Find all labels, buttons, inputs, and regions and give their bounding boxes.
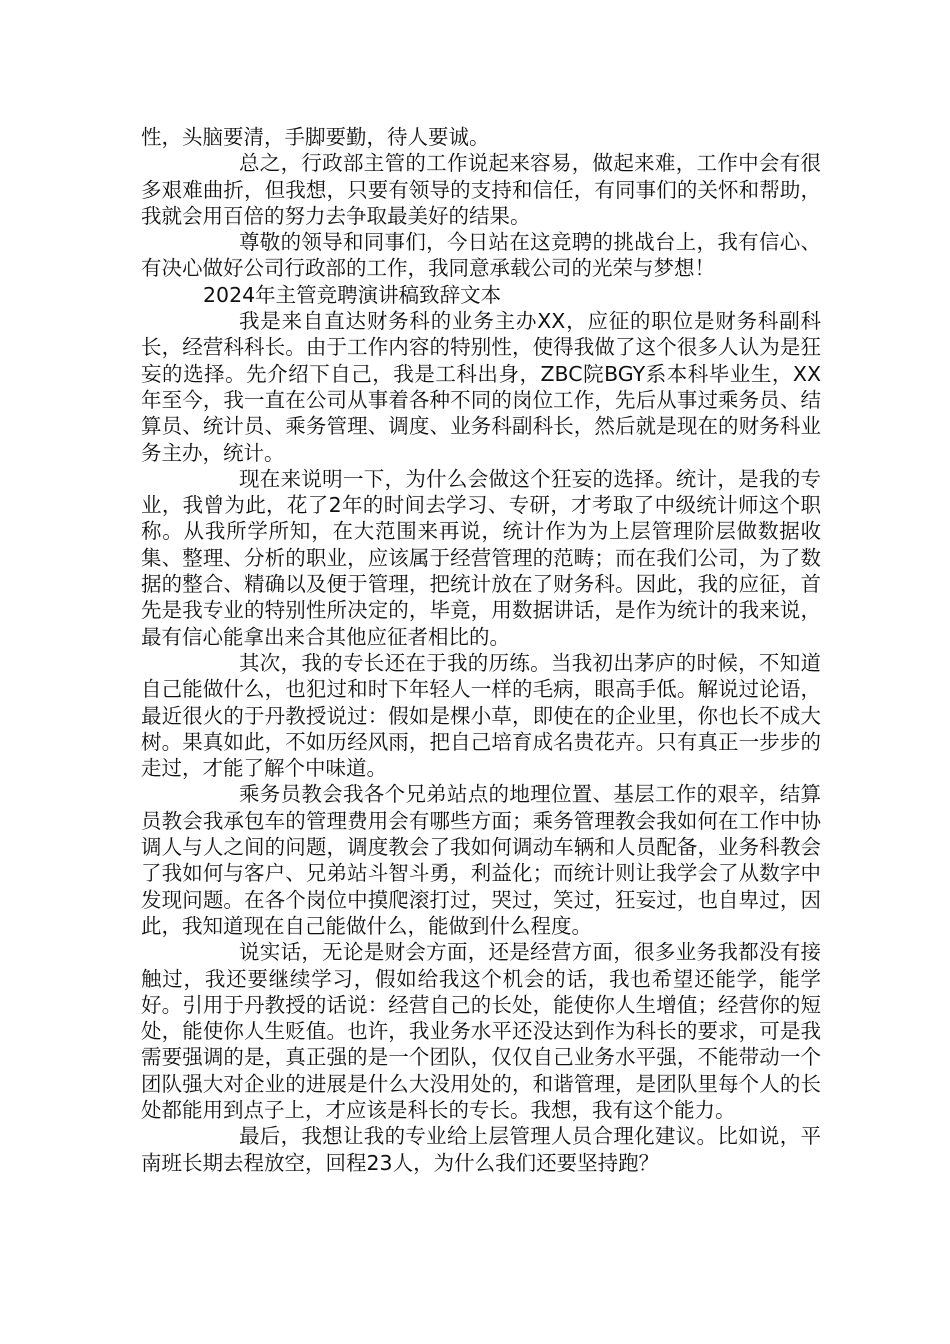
- paragraph-3: 尊敬的领导和同事们，今日站在这竞聘的挑战台上，我有信心、有决心做好公司行政部的工作，我同意承载公司的光荣与梦想！: [141, 230, 821, 281]
- paragraph-7: 乘务员教会我各个兄弟站点的地理位置、基层工作的艰辛，结算员教会我承包车的管理费用会有哪些方面；乘务管理教会我如何在工作中协调人与人之间的问题，调度教会了我如何调动车辆和人员配备，业务科教会了我如何与客户、兄弟站斗智斗勇，利益化；而统计则让我学会了从数字中发现问题。在各个岗位中摸爬滚打过，哭过，笑过，狂妄过，也自卑过，因此，我知道现在自己能做什么，能做到什么程度。: [141, 782, 821, 938]
- document-body: [141, 124, 821, 1176]
- paragraph-4: 我是来自直达财务科的业务主办XX，应征的职位是财务科副科长，经营科科长。由于工作内容的特别性，使得我做了这个很多人认为是狂妄的选择。先介绍下自己，我是工科出身，ZBC院BGY系本科毕业生，XX年至今，我一直在公司从事着各种不同的岗位工作，先后从事过乘务员、结算员、统计员、乘务管理、调度、业务科副科长，然后就是现在的财务科业务主办，统计。: [141, 309, 821, 465]
- paragraph-8: 说实话，无论是财会方面，还是经营方面，很多业务我都没有接触过，我还要继续学习，假如给我这个机会的话，我也希望还能学，能学好。引用于丹教授的话说：经营自己的长处，能使你人生增值；经营你的短处，能使你人生贬值。也许，我业务水平还没达到作为科长的要求，可是我需要强调的是，真正强的是一个团队，仅仅自己业务水平强，不能带动一个团队强大对企业的进展是什么大没用处的，和谐管理，是团队里每个人的长处都能用到点子上，才应该是科长的专长。我想，我有这个能力。: [141, 940, 821, 1122]
- paragraph-5: 现在来说明一下，为什么会做这个狂妄的选择。统计，是我的专业，我曾为此，花了2年的时间去学习、专研，才考取了中级统计师这个职称。从我所学所知，在大范围来再说，统计作为为上层管理阶层做数据收集、整理、分析的职业，应该属于经营管理的范畴；而在我们公司，为了数据的整合、精确以及便于管理，把统计放在了财务科。因此，我的应征，首先是我专业的特别性所决定的，毕竟，用数据讲话，是作为统计的我来说，最有信心能拿出来合其他应征者相比的。: [141, 466, 821, 649]
- paragraph-6: 其次，我的专长还在于我的历练。当我初出茅庐的时候，不知道自己能做什么，也犯过和时下年轻人一样的毛病，眼高手低。解说过论语，最近很火的于丹教授说过：假如是棵小草，即使在的企业里，你也长不成大树。果真如此，不如历经风雨，把自己培育成名贵花卉。只有真正一步步的走过，才能了解个中味道。: [141, 650, 821, 781]
- paragraph-9: 最后，我想让我的专业给上层管理人员合理化建议。比如说，平南班长期去程放空，回程23人，为什么我们还要坚持跑？: [141, 1124, 821, 1175]
- paragraph-2: 总之，行政部主管的工作说起来容易，做起来难，工作中会有很多艰难曲折，但我想，只要有领导的支持和信任，有同事们的关怀和帮助，我就会用百倍的努力去争取最美好的结果。: [141, 151, 821, 228]
- paragraph-1: 性，头脑要清，手脚要勤，待人要诚。: [141, 125, 490, 149]
- section-title: 2024年主管竞聘演讲稿致辞文本: [203, 282, 502, 307]
